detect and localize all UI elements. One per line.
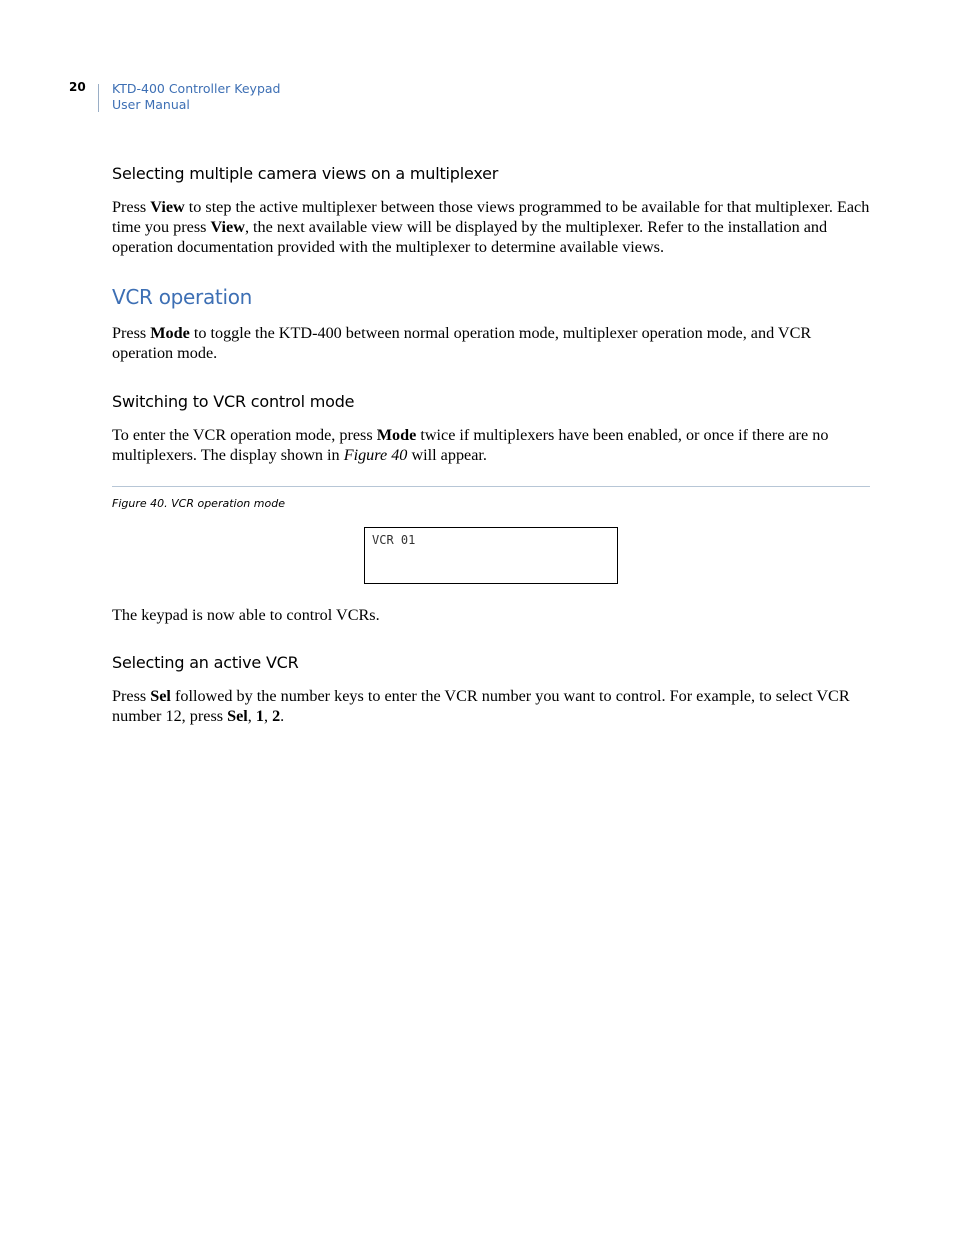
lcd-display xyxy=(364,527,618,584)
figure-caption: Figure 40. VCR operation mode xyxy=(112,497,285,510)
heading-vcr-control-mode: Switching to VCR control mode xyxy=(112,392,355,411)
heading-vcr-operation: VCR operation xyxy=(112,285,253,309)
figure-divider xyxy=(112,486,870,487)
paragraph-multiplexer-views: Press View to step the active multiplexer between those views programmed to be available for that multiplexer. Each time you press View, the next available view will be displayed by the multiplexer. Refer to the installation and operation documentation provided with the multiplexer to determine available views. xyxy=(112,198,870,257)
lcd-display-text: VCR 01 xyxy=(372,533,416,547)
paragraph-active-vcr: Press Sel followed by the number keys to enter the VCR number you want to control. For example, to select VCR number 12, press Sel, 1, 2. xyxy=(112,687,850,726)
heading-active-vcr: Selecting an active VCR xyxy=(112,653,299,672)
document-subtitle: User Manual xyxy=(112,97,190,112)
paragraph-after-figure: The keypad is now able to control VCRs. xyxy=(112,606,380,624)
paragraph-vcr-operation: Press Mode to toggle the KTD-400 between normal operation mode, multiplexer operation mode, and VCR operation mode. xyxy=(112,324,812,363)
document-title: KTD-400 Controller Keypad xyxy=(112,81,281,96)
document-header xyxy=(112,81,280,113)
heading-multiplexer-views: Selecting multiple camera views on a multiplexer xyxy=(112,164,499,183)
header-divider xyxy=(98,84,99,112)
page-number: 20 xyxy=(69,80,86,94)
paragraph-vcr-control-mode: To enter the VCR operation mode, press Mode twice if multiplexers have been enabled, or once if there are no multiplexers. The display shown in Figure 40 will appear. xyxy=(112,426,829,465)
